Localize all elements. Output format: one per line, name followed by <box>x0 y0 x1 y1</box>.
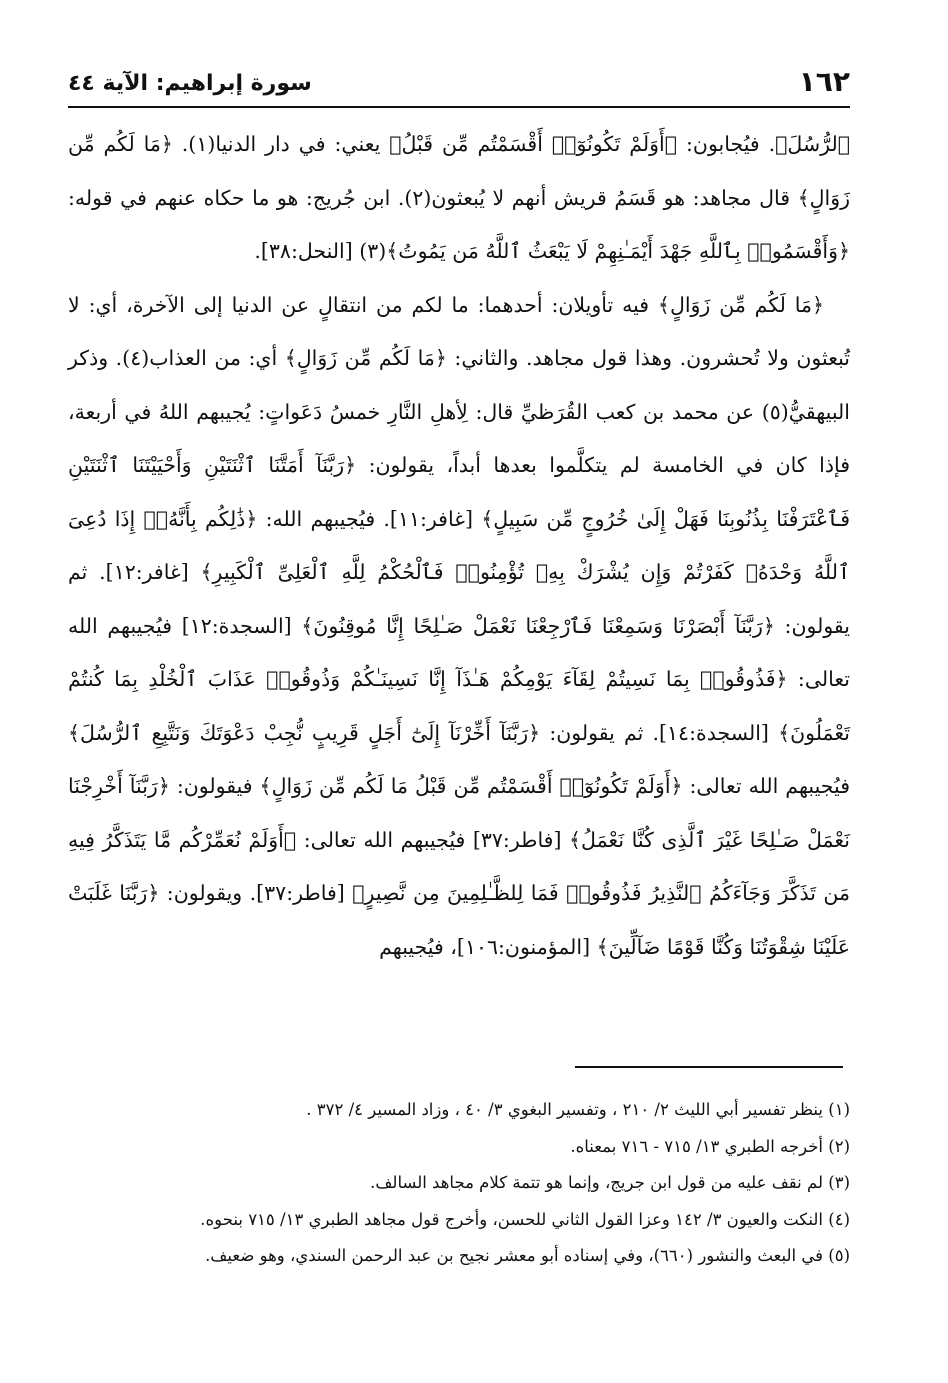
footnote-5: (٥) في البعث والنشور (٦٦٠)، وفي إسناده أبو معشر نجيح بن عبد الرحمن السندي، وهو ضعيف. <box>205 1246 850 1265</box>
footnote-3: (٣) لم نقف عليه من قول ابن جريج، وإنما هو تتمة كلام مجاهد السالف. <box>370 1173 850 1192</box>
main-text <box>68 118 850 974</box>
paragraph-1: ٱلرُّسُلَ﴾. فيُجابون: ﴿أَوَلَمْ تَكُونُوٓا۟ أَقْسَمْتُم مِّن قَبْلُ﴾ يعني: في دار الدنيا(١). ﴿مَا لَكُم مِّن زَوَالٍ﴾ قال مجاهد: هو قَسَمُ قريش أنهم لا يُبعثون(٢). ابن جُريج: هو ما حكاه عنهم في قوله: ﴿وَأَقْسَمُوا۟ بِٱللَّهِ جَهْدَ أَيْمَـٰنِهِمْ لَا يَبْعَثُ ٱللَّهُ مَن يَمُوتُ﴾(٣) [النحل:٣٨]. <box>68 132 850 263</box>
footnote-1: (١) ينظر تفسير أبي الليث ٢/ ٢١٠ ، وتفسير البغوي ٣/ ٤٠ ، وزاد المسير ٤/ ٣٧٢ . <box>306 1100 850 1119</box>
footnote-separator <box>575 1066 843 1068</box>
paragraph-2: ﴿مَا لَكُم مِّن زَوَالٍ﴾ فيه تأويلان: أحدهما: ما لكم من انتقالٍ عن الدنيا إلى الآخرة، أي: لا تُبعثون ولا تُحشرون. وهذا قول مجاهد. والثاني: ﴿مَا لَكُم مِّن زَوَالٍ﴾ أي: من العذاب(٤). وذكر البيهقيُّ(٥) عن محمد بن كعب القُرَظيِّ قال: لِأهلِ النَّارِ خمسُ دَعَواتٍ: يُجيبهم اللهُ في أربعة، فإذا كان في الخامسة لم يتكلَّموا بعدها أبداً، يقولون: ﴿رَبَّنَآ أَمَتَّنَا ٱثْنَتَيْنِ وَأَحْيَيْتَنَا ٱثْنَتَيْنِ فَٱعْتَرَفْنَا بِذُنُوبِنَا فَهَلْ إِلَىٰ خُرُوجٍ مِّن سَبِيلٍ﴾ [غافر:١١]. فيُجيبهم الله: ﴿ذَٰلِكُم بِأَنَّهُۥٓ إِذَا دُعِىَ ٱللَّهُ وَحْدَهُۥ كَفَرْتُمْ وَإِن يُشْرَكْ بِهِۦ تُؤْمِنُوا۟ فَٱلْحُكْمُ لِلَّهِ ٱلْعَلِىِّ ٱلْكَبِيرِ﴾ [غافر:١٢]. ثم يقولون: ﴿رَبَّنَآ أَبْصَرْنَا وَسَمِعْنَا فَٱرْجِعْنَا نَعْمَلْ صَـٰلِحًا إِنَّا مُوقِنُونَ﴾ [السجدة:١٢] فيُجيبهم الله تعالى: ﴿فَذُوقُوا۟ بِمَا نَسِيتُمْ لِقَآءَ يَوْمِكُمْ هَـٰذَآ إِنَّا نَسِينَـٰكُمْ وَذُوقُوا۟ عَذَابَ ٱلْخُلْدِ بِمَا كُنتُمْ تَعْمَلُونَ﴾ [السجدة:١٤]. ثم يقولون: ﴿رَبَّنَآ أَخِّرْنَآ إِلَىٰٓ أَجَلٍ قَرِيبٍ نُّجِبْ دَعْوَتَكَ وَنَتَّبِعِ ٱلرُّسُلَ﴾ فيُجيبهم الله تعالى: ﴿أَوَلَمْ تَكُونُوٓا۟ أَقْسَمْتُم مِّن قَبْلُ مَا لَكُم مِّن زَوَالٍ﴾ فيقولون: ﴿رَبَّنَآ أَخْرِجْنَا نَعْمَلْ صَـٰلِحًا غَيْرَ ٱلَّذِى كُنَّا نَعْمَلُ﴾ [فاطر:٣٧] فيُجيبهم الله تعالى: ﴿أَوَلَمْ نُعَمِّرْكُم مَّا يَتَذَكَّرُ فِيهِ مَن تَذَكَّرَ وَجَآءَكُمُ ٱلنَّذِيرُ فَذُوقُوا۟ فَمَا لِلظَّـٰلِمِينَ مِن نَّصِيرٍ﴾ [فاطر:٣٧]. ويقولون: ﴿رَبَّنَا غَلَبَتْ عَلَيْنَا شِقْوَتُنَا وَكُنَّا قَوْمًا ضَآلِّينَ﴾ [المؤمنون:١٠٦]، فيُجيبهم <box>68 292 851 959</box>
page-header <box>68 52 850 108</box>
running-title: سورة إبراهيم: الآية ٤٤ <box>68 71 312 96</box>
page-number: ١٦٢ <box>798 65 850 98</box>
footnotes <box>100 1092 850 1275</box>
footnote-2: (٢) أخرجه الطبري ١٣/ ٧١٥ - ٧١٦ بمعناه. <box>570 1136 850 1156</box>
footnote-4: (٤) النكت والعيون ٣/ ١٤٢ وعزا القول الثاني للحسن، وأخرج قول مجاهد الطبري ١٣/ ٧١٥ بنحوه. <box>200 1209 850 1229</box>
